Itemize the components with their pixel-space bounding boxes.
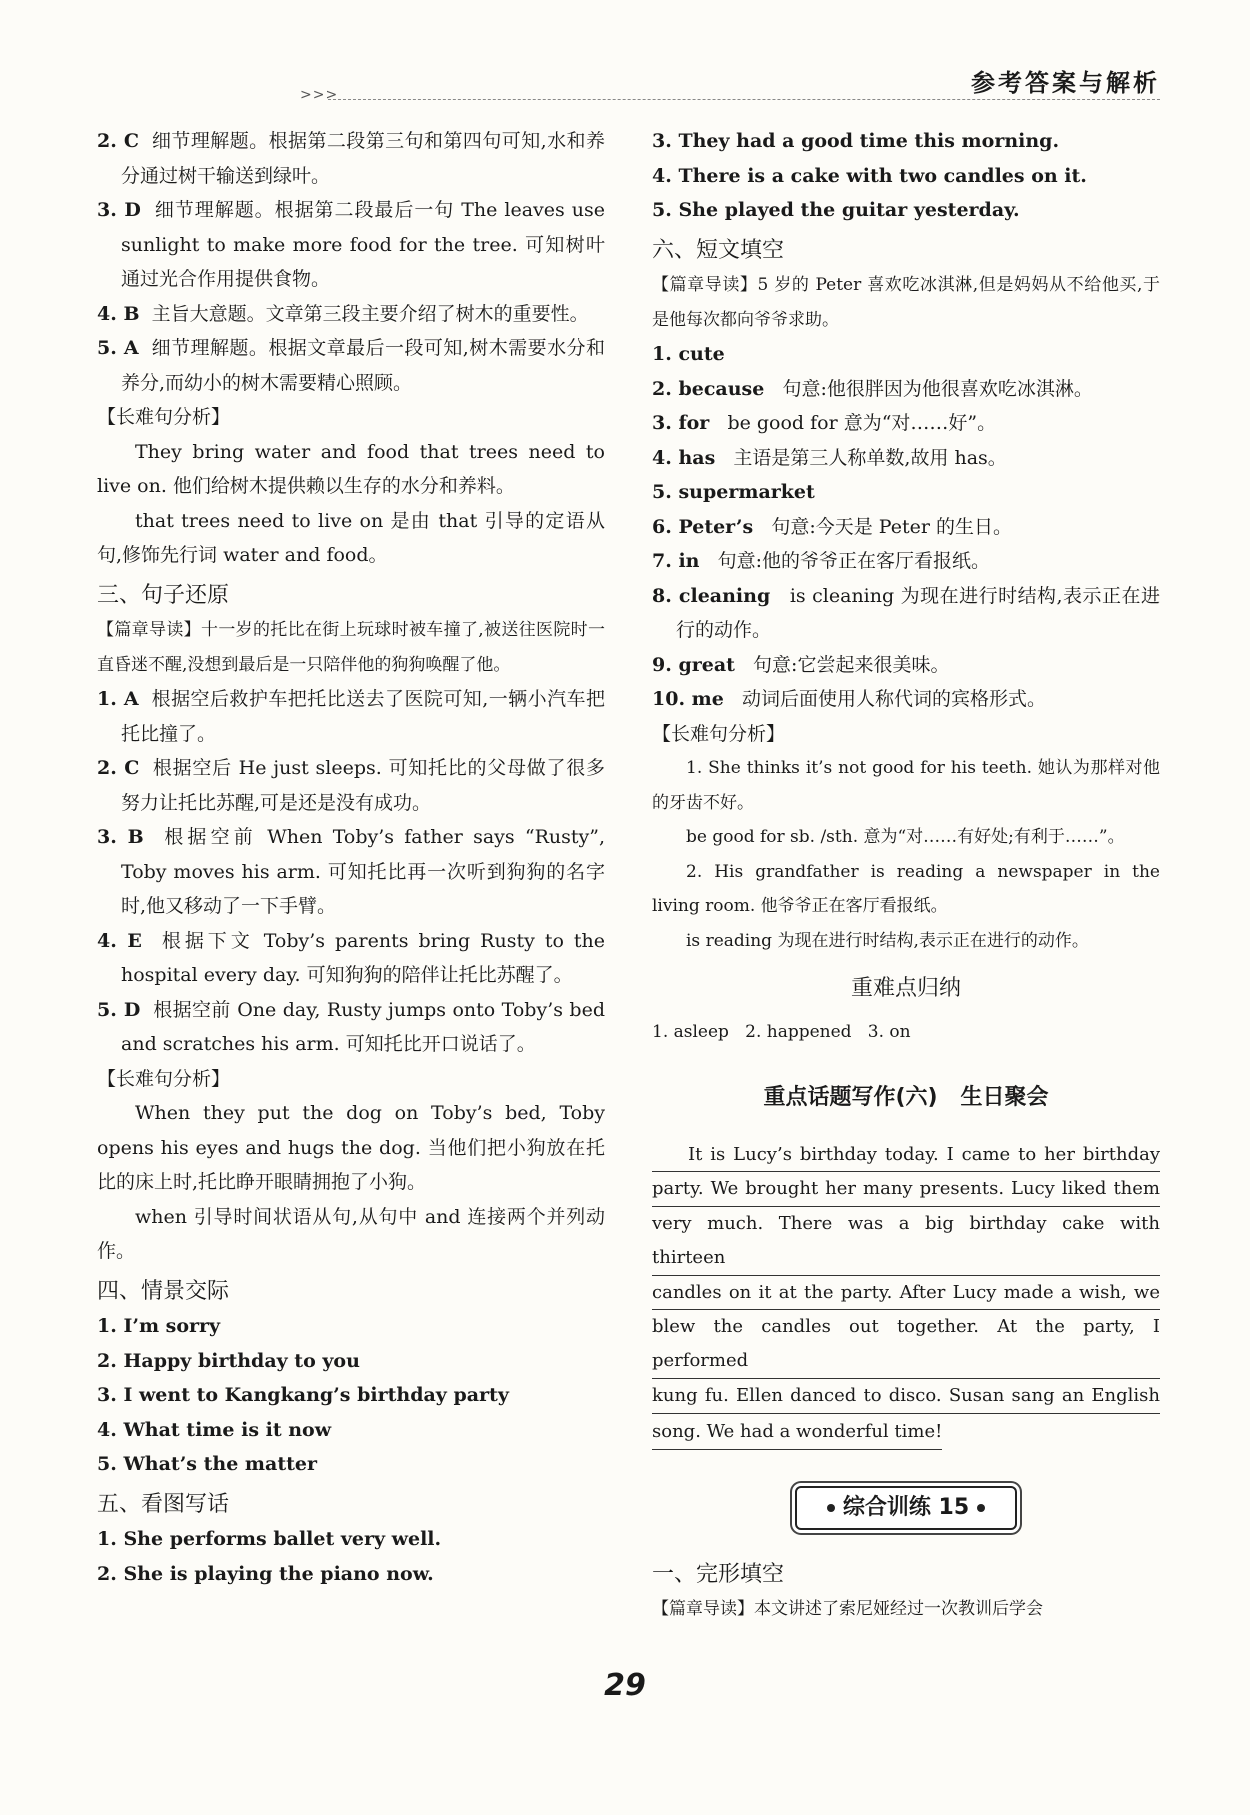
analysis-paragraph: They bring water and food that trees need to live on. 他们给树木提供赖以生存的水分和养料。 bbox=[97, 440, 605, 497]
essay-line: It is Lucy’s birthday today. I came to her birthday bbox=[652, 1138, 1160, 1173]
analysis-paragraph: 1. She thinks it’s not good for his teeth. 她认为那样对他的牙齿不好。 bbox=[652, 758, 1160, 813]
answer-item: 2. C 细节理解题。根据第二段第三句和第四句可知,水和养分通过树干输送到绿叶。 bbox=[97, 130, 605, 187]
answer-item: 4. What time is it now bbox=[97, 1418, 332, 1441]
answer-item: 1. A 根据空后救护车把托比送去了医院可知,一辆小汽车把托比撞了。 bbox=[97, 688, 605, 745]
bullet-dot-icon bbox=[827, 1504, 835, 1512]
header-arrows: >>> bbox=[300, 87, 339, 103]
answer-item: 5. supermarket bbox=[652, 481, 815, 503]
training-badge-wrap bbox=[652, 1486, 1160, 1536]
answer-item: 3. I went to Kangkang’s birthday party bbox=[97, 1384, 509, 1406]
essay-line: candles on it at the party. After Lucy made a wish, we bbox=[652, 1276, 1160, 1311]
training-badge bbox=[795, 1486, 1017, 1530]
summary-answers: 1. asleep 2. happened 3. on bbox=[652, 1021, 911, 1042]
answer-item: 1. cute bbox=[652, 343, 725, 365]
answer-item: 2. C 根据空后 He just sleeps. 可知托比的父母做了很多努力让托比苏醒,可是还是没有成功。 bbox=[97, 757, 605, 814]
section-heading: 六、短文填空 bbox=[652, 237, 785, 263]
answer-item: 4. B 主旨大意题。文章第三段主要介绍了树木的重要性。 bbox=[97, 302, 589, 325]
answer-item: 2. She is playing the piano now. bbox=[97, 1562, 434, 1585]
essay-line: party. We brought her many presents. Lucy liked them bbox=[652, 1172, 1160, 1207]
answer-item: 5. D 根据空前 One day, Rusty jumps onto Toby’s bed and scratches his arm. 可知托比开口说话了。 bbox=[97, 998, 605, 1055]
answer-item: 2. Happy birthday to you bbox=[97, 1349, 360, 1372]
analysis-heading: 【长难句分析】 bbox=[652, 722, 786, 745]
essay-line: kung fu. Ellen danced to disco. Susan sang an English bbox=[652, 1379, 1160, 1414]
analysis-paragraph: is reading 为现在进行时结构,表示正在进行的动作。 bbox=[686, 930, 1089, 951]
model-essay bbox=[652, 1138, 1160, 1450]
answer-item: 5. She played the guitar yesterday. bbox=[652, 199, 1020, 221]
bullet-dot-icon bbox=[977, 1504, 985, 1512]
left-column bbox=[97, 124, 605, 1591]
section-heading: 五、看图写话 bbox=[97, 1491, 230, 1517]
answer-item: 4. There is a cake with two candles on it. bbox=[652, 164, 1087, 187]
page-number: 29 bbox=[604, 1668, 646, 1703]
right-column bbox=[652, 124, 1160, 1627]
section-heading: 四、情景交际 bbox=[97, 1278, 230, 1304]
chapter-guide: 【篇章导读】十一岁的托比在街上玩球时被车撞了,被送往医院时一直昏迷不醒,没想到最后是一只陪伴他的狗狗唤醒了他。 bbox=[97, 620, 605, 675]
answer-item: 9. great 句意:它尝起来很美味。 bbox=[652, 653, 950, 676]
essay-line: very much. There was a big birthday cake with thirteen bbox=[652, 1207, 1160, 1276]
answer-item: 3. They had a good time this morning. bbox=[652, 130, 1060, 152]
header-title: 参考答案与解析 bbox=[971, 69, 1160, 97]
section-heading: 一、完形填空 bbox=[652, 1561, 785, 1587]
analysis-paragraph: that trees need to live on 是由 that 引导的定语从句,修饰先行词 water and food。 bbox=[97, 509, 605, 566]
section-heading: 三、句子还原 bbox=[97, 582, 230, 608]
analysis-heading: 【长难句分析】 bbox=[97, 1067, 231, 1090]
answer-item: 5. A 细节理解题。根据文章最后一段可知,树木需要水分和养分,而幼小的树木需要精心照顾。 bbox=[97, 337, 605, 394]
header-divider bbox=[328, 99, 1160, 100]
analysis-heading: 【长难句分析】 bbox=[97, 406, 231, 428]
answer-item: 1. She performs ballet very well. bbox=[97, 1528, 442, 1550]
answer-item: 4. E 根据下文 Toby’s parents bring Rusty to the hospital every day. 可知狗狗的陪伴让托比苏醒了。 bbox=[97, 929, 605, 986]
essay-line: song. We had a wonderful time! bbox=[652, 1415, 942, 1450]
analysis-paragraph: be good for sb. /sth. 意为“对……有好处;有利于……”。 bbox=[686, 827, 1125, 847]
chapter-guide: 【篇章导读】本文讲述了索尼娅经过一次教训后学会 bbox=[652, 1599, 1043, 1620]
answer-item: 8. cleaning is cleaning 为现在进行时结构,表示正在进行的动作。 bbox=[652, 584, 1160, 641]
answer-item: 7. in 句意:他的爷爷正在客厅看报纸。 bbox=[652, 550, 991, 572]
answer-item: 6. Peter’s 句意:今天是 Peter 的生日。 bbox=[652, 515, 1012, 538]
answer-item: 3. for be good for 意为“对……好”。 bbox=[652, 412, 997, 434]
analysis-paragraph: When they put the dog on Toby’s bed, Toby opens his eyes and hugs the dog. 当他们把小狗放在托比的床上时,托比睁开眼睛拥抱了小狗。 bbox=[97, 1102, 605, 1193]
answer-item: 3. D 细节理解题。根据第二段最后一句 The leaves use sunlight to make more food for the tree. 可知树叶通过光合作用提供食物。 bbox=[97, 199, 605, 290]
answer-item: 2. because 句意:他很胖因为他很喜欢吃冰淇淋。 bbox=[652, 377, 1093, 400]
analysis-paragraph: when 引导时间状语从句,从句中 and 连接两个并列动作。 bbox=[97, 1205, 605, 1262]
answer-item: 4. has 主语是第三人称单数,故用 has。 bbox=[652, 446, 1007, 469]
essay-line: blew the candles out together. At the party, I performed bbox=[652, 1310, 1160, 1379]
answer-item: 10. me 动词后面使用人称代词的宾格形式。 bbox=[652, 688, 1047, 710]
answer-item: 5. What’s the matter bbox=[97, 1453, 317, 1475]
chapter-guide: 【篇章导读】5 岁的 Peter 喜欢吃冰淇淋,但是妈妈从不给他买,于是他每次都向爷爷求助。 bbox=[652, 275, 1160, 330]
summary-heading: 重难点归纳 bbox=[850, 976, 961, 1001]
training-badge-label: 综合训练 15 bbox=[842, 1494, 970, 1520]
analysis-paragraph: 2. His grandfather is reading a newspaper in the living room. 他爷爷正在客厅看报纸。 bbox=[652, 861, 1160, 916]
answer-item: 1. I’m sorry bbox=[97, 1315, 221, 1337]
answer-item: 3. B 根据空前 When Toby’s father says “Rusty”, Toby moves his arm. 可知托比再一次听到狗狗的名字时,他又移动了一下手臂。 bbox=[97, 826, 605, 917]
writing-heading: 重点话题写作(六) 生日聚会 bbox=[763, 1085, 1049, 1110]
